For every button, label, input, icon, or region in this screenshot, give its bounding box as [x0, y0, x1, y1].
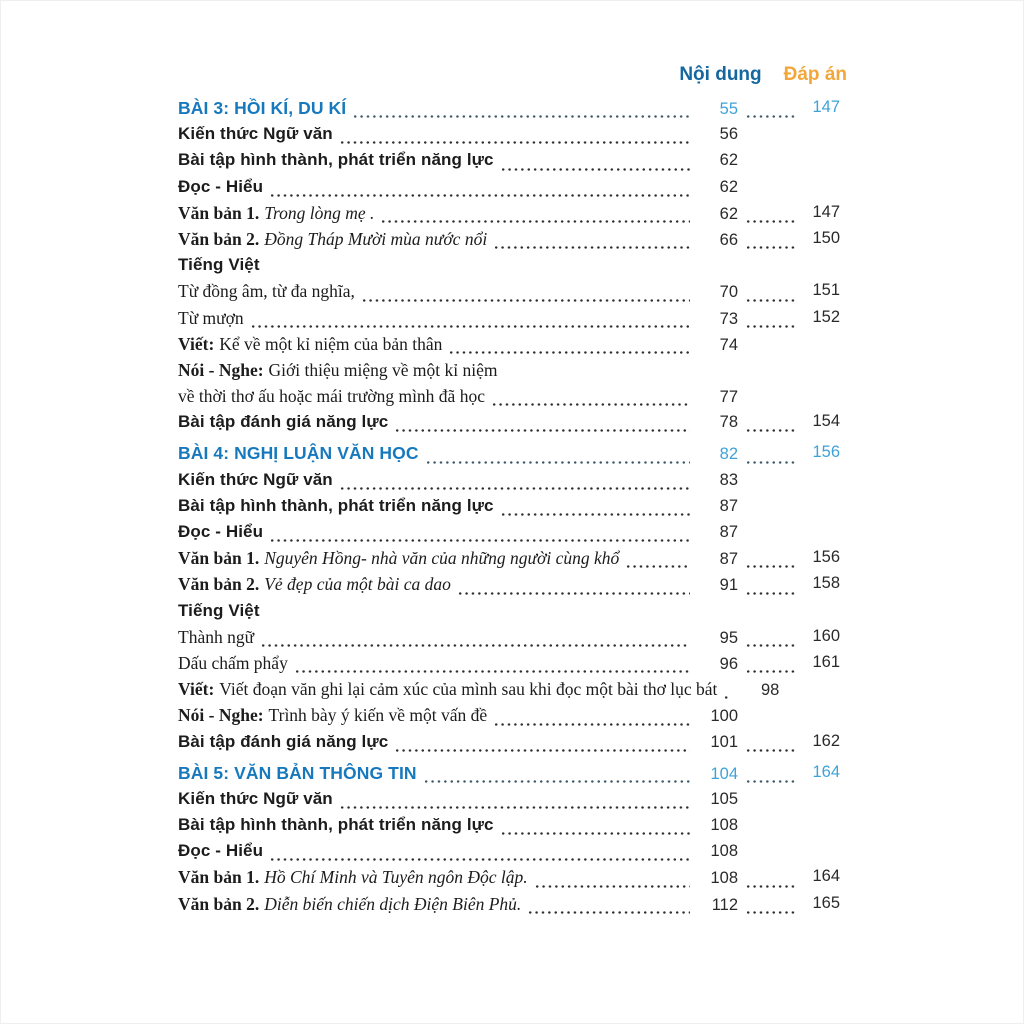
row-text: Từ mượn — [178, 307, 244, 328]
answer-zone — [738, 470, 840, 496]
answer-zone — [738, 386, 840, 412]
toc-row — [178, 255, 840, 281]
row-label — [178, 627, 254, 648]
answer-zone — [738, 627, 840, 653]
answer-zone — [738, 815, 840, 841]
row-text: Đọc - Hiểu — [178, 176, 264, 196]
dot-leader-answer — [745, 548, 796, 574]
dot-leader — [269, 522, 690, 548]
dot-leader — [294, 653, 690, 679]
row-label — [178, 98, 346, 119]
content-page-number: 105 — [710, 789, 738, 808]
row-prefix: Nói - Nghe: — [178, 705, 264, 726]
dot-leader — [625, 548, 690, 574]
answer-zone — [738, 281, 840, 307]
row-text: Viết đoạn văn ghi lại cảm xúc của mình sau khi đọc một bài thơ lục bát — [219, 679, 718, 700]
toc-row — [178, 841, 840, 867]
row-label — [178, 732, 388, 752]
toc-row — [178, 705, 840, 731]
dot-leader — [380, 203, 690, 229]
dot-leader — [352, 98, 690, 124]
dot-leader — [425, 443, 690, 469]
row-label — [178, 841, 263, 861]
column-headers — [178, 64, 847, 90]
row-text: về thời thơ ấu hoặc mái trường mình đã học — [178, 386, 485, 407]
row-label — [178, 360, 498, 381]
row-label — [178, 229, 487, 250]
dot-leader — [394, 412, 690, 438]
row-label — [178, 867, 528, 888]
row-text: Bài tập đánh giá năng lực — [178, 412, 389, 432]
toc-container — [178, 64, 847, 920]
answer-zone — [738, 789, 840, 815]
row-label — [178, 177, 263, 197]
answer-zone — [738, 705, 840, 731]
row-text: Giới thiệu miệng về một kỉ niệm — [268, 359, 498, 380]
toc-row — [178, 732, 840, 758]
content-page-number: 87 — [719, 550, 738, 569]
content-page-number: 91 — [719, 576, 738, 595]
toc-list — [178, 98, 840, 920]
toc-row — [178, 281, 840, 307]
answer-zone — [738, 412, 840, 438]
content-page-number: 104 — [710, 764, 738, 783]
content-page-number: 62 — [719, 151, 738, 170]
row-label — [178, 496, 494, 516]
row-text: BÀI 3: HỒI KÍ, DU KÍ — [178, 98, 347, 118]
content-page-number: 74 — [719, 335, 738, 354]
row-prefix: Văn bản 2. — [178, 893, 260, 914]
toc-row — [178, 653, 840, 679]
row-text: Bài tập hình thành, phát triển năng lực — [178, 495, 494, 515]
answer-page-number: 165 — [812, 893, 840, 912]
content-page-number: 82 — [719, 445, 738, 464]
content-page-number: 98 — [761, 681, 780, 700]
dot-leader-answer — [745, 203, 796, 229]
answer-zone — [738, 98, 840, 124]
answer-zone — [738, 496, 840, 522]
toc-row — [178, 789, 840, 815]
content-page-number: 62 — [719, 204, 738, 223]
dot-leader — [527, 894, 690, 920]
dot-leader — [493, 229, 690, 255]
answer-page-number: 154 — [812, 412, 840, 431]
dot-leader-answer — [745, 281, 796, 307]
dot-leader-answer — [745, 229, 796, 255]
answer-page-number: 158 — [812, 574, 840, 593]
row-label — [178, 894, 521, 915]
toc-row — [178, 412, 840, 438]
content-page-number: 96 — [719, 654, 738, 673]
toc-row — [178, 815, 840, 841]
answer-page-number: 147 — [812, 202, 840, 221]
row-prefix: Văn bản 1. — [178, 867, 260, 888]
dot-leader — [260, 627, 690, 653]
content-page-number: 100 — [710, 707, 738, 726]
row-prefix: Văn bản 1. — [178, 548, 260, 569]
dot-leader — [457, 574, 690, 600]
row-prefix: Nói - Nghe: — [178, 359, 264, 380]
answer-zone — [738, 308, 840, 334]
toc-row — [178, 496, 840, 522]
toc-row — [178, 867, 840, 893]
answer-column-header: Đáp án — [783, 64, 847, 85]
content-page-number: 78 — [719, 413, 738, 432]
answer-zone — [738, 867, 840, 893]
content-page-number: 108 — [710, 869, 738, 888]
row-label — [178, 679, 717, 700]
row-title-italic: Diễn biến chiến dịch Điện Biên Phủ. — [264, 893, 522, 914]
row-label — [178, 548, 619, 569]
row-label — [178, 255, 260, 275]
content-page-number: 95 — [719, 628, 738, 647]
row-text: Bài tập hình thành, phát triển năng lực — [178, 150, 494, 170]
dot-leader — [491, 386, 690, 412]
dot-leader-answer — [745, 653, 796, 679]
row-label — [178, 308, 244, 329]
answer-page-number: 162 — [812, 731, 840, 750]
answer-zone — [738, 203, 840, 229]
toc-row — [178, 177, 840, 203]
toc-row — [178, 470, 840, 496]
row-title-italic: Hồ Chí Minh và Tuyên ngôn Độc lập. — [264, 867, 528, 888]
answer-page-number: 147 — [812, 98, 840, 116]
row-title-italic: Trong lòng mẹ . — [264, 202, 375, 223]
dot-leader — [500, 496, 690, 522]
row-text: Kể về một kỉ niệm của bản thân — [219, 333, 443, 354]
row-label — [178, 763, 417, 784]
toc-row-chapter — [178, 443, 840, 469]
row-text: BÀI 5: VĂN BẢN THÔNG TIN — [178, 762, 417, 783]
row-title-italic: Nguyên Hồng- nhà văn của những người cùng khổ — [264, 548, 620, 569]
answer-page-number: 152 — [812, 307, 840, 326]
toc-row — [178, 308, 840, 334]
row-label — [178, 815, 494, 835]
dot-leader-answer — [745, 894, 796, 920]
dot-leader — [500, 150, 690, 176]
answer-zone — [738, 522, 840, 548]
answer-zone — [738, 763, 840, 789]
dot-leader-answer — [745, 763, 796, 789]
answer-zone — [738, 150, 840, 176]
row-label — [178, 601, 260, 621]
toc-row — [178, 386, 840, 412]
row-text: Kiến thức Ngữ văn — [178, 469, 333, 489]
row-text: Từ đồng âm, từ đa nghĩa, — [178, 281, 355, 302]
toc-row — [178, 229, 840, 255]
row-label — [178, 124, 333, 144]
dot-leader — [394, 732, 690, 758]
row-label — [178, 653, 288, 674]
content-page-number: 87 — [719, 523, 738, 541]
row-label — [178, 281, 355, 302]
answer-zone — [738, 894, 840, 920]
dot-leader — [423, 763, 690, 789]
toc-row-chapter — [178, 98, 840, 124]
dot-leader-answer — [745, 867, 796, 893]
answer-page-number: 156 — [812, 548, 840, 567]
row-label — [178, 150, 494, 170]
answer-zone — [738, 124, 840, 150]
row-text: Đọc - Hiểu — [178, 841, 264, 861]
toc-row — [178, 601, 840, 627]
row-text: Đọc - Hiểu — [178, 522, 264, 541]
row-label — [178, 789, 333, 809]
row-text: Thành ngữ — [178, 626, 255, 647]
row-text: Tiếng Việt — [178, 600, 260, 620]
answer-page-number: 164 — [812, 867, 840, 886]
dot-leader-answer — [745, 443, 796, 469]
dot-leader-answer — [745, 574, 796, 600]
row-label — [178, 334, 442, 355]
row-label — [178, 443, 419, 464]
toc-row-chapter — [178, 763, 840, 789]
row-label — [178, 522, 263, 542]
answer-page-number: 164 — [812, 762, 840, 781]
toc-row — [178, 679, 840, 705]
dot-leader — [339, 124, 690, 150]
row-title-italic: Vẻ đẹp của một bài ca dao — [264, 574, 451, 595]
row-prefix: Văn bản 2. — [178, 574, 260, 595]
answer-page-number: 156 — [812, 443, 840, 462]
answer-zone — [738, 548, 840, 574]
content-page-number: 70 — [719, 283, 738, 302]
dot-leader — [269, 177, 690, 203]
answer-zone — [738, 229, 840, 255]
answer-zone — [738, 177, 840, 203]
toc-row — [178, 574, 840, 600]
toc-row — [178, 334, 840, 360]
dot-leader-answer — [745, 627, 796, 653]
toc-row — [178, 522, 840, 548]
dot-leader — [339, 470, 690, 496]
dot-leader — [250, 308, 690, 334]
dot-leader — [500, 815, 690, 841]
dot-leader-answer — [745, 308, 796, 334]
toc-row — [178, 203, 840, 229]
content-page-number: 108 — [710, 842, 738, 861]
content-page-number: 66 — [719, 230, 738, 249]
dot-leader-answer — [745, 98, 796, 124]
row-label — [178, 386, 485, 407]
content-page-number: 62 — [719, 177, 738, 196]
answer-zone — [779, 679, 881, 705]
answer-page-number: 151 — [812, 281, 840, 300]
toc-row — [178, 150, 840, 176]
row-label — [178, 470, 333, 490]
row-text: Bài tập hình thành, phát triển năng lực — [178, 815, 494, 835]
row-title-italic: Đồng Tháp Mười mùa nước nổi — [264, 228, 488, 249]
dot-leader — [339, 789, 690, 815]
row-prefix: Văn bản 2. — [178, 228, 260, 249]
toc-row — [178, 627, 840, 653]
answer-zone — [738, 841, 840, 867]
answer-page-number: 150 — [812, 228, 840, 247]
row-text: Bài tập đánh giá năng lực — [178, 731, 389, 751]
dot-leader — [534, 867, 690, 893]
content-page-number: 112 — [711, 895, 738, 914]
dot-leader-answer — [745, 412, 796, 438]
answer-page-number: 160 — [812, 626, 840, 645]
row-prefix: Viết: — [178, 333, 215, 354]
answer-zone — [738, 334, 840, 360]
content-page-number: 83 — [719, 470, 738, 489]
row-text: Kiến thức Ngữ văn — [178, 788, 333, 808]
content-page-number: 108 — [710, 816, 738, 835]
content-page-number: 87 — [719, 496, 738, 515]
dot-leader — [361, 281, 690, 307]
row-text: Kiến thức Ngữ văn — [178, 124, 333, 144]
dot-leader — [493, 705, 690, 731]
row-prefix: Viết: — [178, 679, 215, 700]
row-label — [178, 574, 451, 595]
dot-leader — [269, 841, 690, 867]
dot-leader — [448, 334, 690, 360]
toc-row — [178, 124, 840, 150]
content-page-number: 55 — [719, 100, 738, 118]
toc-row — [178, 360, 840, 386]
toc-row — [178, 548, 840, 574]
row-label — [178, 203, 374, 224]
content-column-header: Nội dung — [679, 64, 762, 85]
row-text: Tiếng Việt — [178, 255, 260, 275]
toc-row — [178, 894, 840, 920]
content-page-number: 77 — [719, 388, 738, 407]
row-text: Dấu chấm phẩy — [178, 652, 288, 673]
row-text: BÀI 4: NGHỊ LUẬN VĂN HỌC — [178, 443, 419, 464]
content-page-number: 56 — [719, 125, 738, 144]
content-page-number: 73 — [719, 309, 738, 328]
answer-zone — [738, 574, 840, 600]
row-label — [178, 412, 388, 432]
dot-leader — [723, 679, 731, 705]
row-text: Trình bày ý kiến về một vấn đề — [268, 705, 488, 726]
answer-zone — [738, 732, 840, 758]
answer-page-number: 161 — [812, 652, 840, 671]
answer-zone — [738, 443, 840, 469]
row-label — [178, 705, 487, 726]
content-page-number: 101 — [710, 732, 738, 751]
answer-zone — [738, 653, 840, 679]
row-prefix: Văn bản 1. — [178, 202, 260, 223]
dot-leader-answer — [745, 732, 796, 758]
